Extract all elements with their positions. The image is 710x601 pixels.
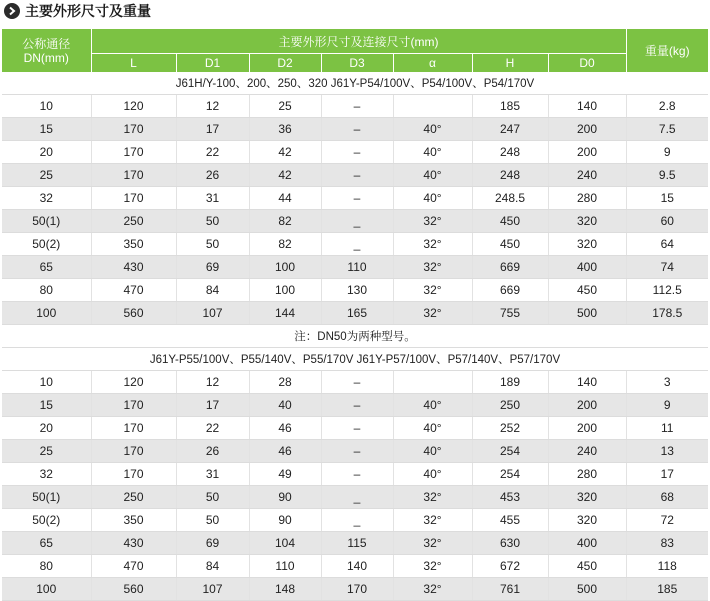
table-cell: 15 (2, 118, 91, 141)
table-cell: 320 (548, 509, 626, 532)
table-cell: 248 (472, 141, 548, 164)
table-cell: 49 (249, 463, 321, 486)
table-cell: 32° (393, 555, 472, 578)
table-cell: 72 (626, 509, 708, 532)
table-cell: 148 (249, 578, 321, 601)
table-cell: 90 (249, 486, 321, 509)
table-cell: 32° (393, 210, 472, 233)
table-cell: 200 (548, 417, 626, 440)
table-cell: 80 (2, 279, 91, 302)
table-cell: 254 (472, 463, 548, 486)
table-cell: 120 (91, 95, 176, 118)
table-cell: 25 (2, 164, 91, 187)
table-cell: – (321, 187, 393, 210)
table-row (2, 417, 708, 440)
table-cell: 12 (176, 95, 249, 118)
table-cell: 40° (393, 141, 472, 164)
table-cell: 430 (91, 532, 176, 555)
table-cell: 110 (321, 256, 393, 279)
table-cell: 240 (548, 164, 626, 187)
table-cell: 104 (249, 532, 321, 555)
table-row (2, 233, 708, 256)
table-row (2, 118, 708, 141)
table-cell: 250 (91, 210, 176, 233)
table-cell: 280 (548, 187, 626, 210)
table-note (2, 325, 708, 348)
table-row (2, 187, 708, 210)
table-cell: – (321, 118, 393, 141)
table-row (2, 141, 708, 164)
table-row (2, 509, 708, 532)
model-caption-1 (2, 72, 708, 95)
table-cell: 248.5 (472, 187, 548, 210)
table-row (2, 394, 708, 417)
col-header-alpha: α (393, 54, 472, 73)
table-cell: 200 (548, 141, 626, 164)
table-cell: 200 (548, 118, 626, 141)
table-cell: 82 (249, 233, 321, 256)
table-cell: 2.8 (626, 95, 708, 118)
table-cell: 450 (472, 210, 548, 233)
table-cell: 455 (472, 509, 548, 532)
table-cell: 80 (2, 555, 91, 578)
table-cell: – (321, 371, 393, 394)
table-row (2, 164, 708, 187)
table-cell: 250 (91, 486, 176, 509)
table-cell: 50 (176, 509, 249, 532)
table-cell: 320 (548, 233, 626, 256)
table-cell: 32° (393, 279, 472, 302)
table-cell: 250 (472, 394, 548, 417)
table-note-text: 注：DN50为两种型号。 (2, 325, 708, 348)
col-header-d3: D3 (321, 54, 393, 73)
table-cell: 240 (548, 440, 626, 463)
table-cell: 165 (321, 302, 393, 325)
chevron-right-icon (4, 3, 20, 19)
table-row (2, 555, 708, 578)
table-cell: 140 (321, 555, 393, 578)
table-cell: 32° (393, 233, 472, 256)
table-cell: 185 (472, 95, 548, 118)
table-cell: 170 (91, 118, 176, 141)
table-cell: 170 (91, 440, 176, 463)
table-cell: 107 (176, 578, 249, 601)
table-cell: _ (321, 210, 393, 233)
table-cell: _ (321, 486, 393, 509)
table-cell: 28 (249, 371, 321, 394)
table-cell: 60 (626, 210, 708, 233)
table-cell: 672 (472, 555, 548, 578)
table-row (2, 256, 708, 279)
table-cell: 50(1) (2, 486, 91, 509)
table-cell: 65 (2, 532, 91, 555)
table-cell: – (321, 463, 393, 486)
table-cell: 400 (548, 532, 626, 555)
table-row (2, 486, 708, 509)
table-cell: 669 (472, 256, 548, 279)
table-row (2, 440, 708, 463)
table-cell: 82 (249, 210, 321, 233)
table-cell: 100 (249, 279, 321, 302)
table-cell (393, 371, 472, 394)
table-cell: 247 (472, 118, 548, 141)
dimensions-group-header: 主要外形尺寸及连接尺寸(mm) (91, 29, 626, 54)
model-caption-1-text: J61H/Y-100、200、250、320 J61Y-P54/100V、P54/100V、P54/170V (2, 72, 708, 95)
table-cell: 170 (91, 187, 176, 210)
table-cell: 46 (249, 417, 321, 440)
col-header-d2: D2 (249, 54, 321, 73)
table-cell: 68 (626, 486, 708, 509)
weight-header: 重量(kg) (626, 29, 708, 72)
table-cell: 9.5 (626, 164, 708, 187)
table-cell: 450 (472, 233, 548, 256)
table-row (2, 210, 708, 233)
table-cell: – (321, 440, 393, 463)
table-cell: 400 (548, 256, 626, 279)
table-row (2, 302, 708, 325)
col-header-d1: D1 (176, 54, 249, 73)
table-cell: 69 (176, 256, 249, 279)
table-cell: 32° (393, 256, 472, 279)
table-cell: 450 (548, 555, 626, 578)
table-cell: 470 (91, 555, 176, 578)
table-cell: 13 (626, 440, 708, 463)
table-cell: 170 (91, 141, 176, 164)
table-cell: 10 (2, 371, 91, 394)
table-cell: 32° (393, 532, 472, 555)
table-cell: 22 (176, 141, 249, 164)
table-cell: 40° (393, 463, 472, 486)
table-cell: 170 (91, 417, 176, 440)
table-cell: 84 (176, 555, 249, 578)
table-cell: 140 (548, 95, 626, 118)
table-cell: 100 (2, 302, 91, 325)
table-cell: 31 (176, 187, 249, 210)
col-header-d0: D0 (548, 54, 626, 73)
table-cell: 200 (548, 394, 626, 417)
table-cell: 120 (91, 371, 176, 394)
table-cell: 40° (393, 187, 472, 210)
table-cell: 170 (91, 164, 176, 187)
table-cell: 320 (548, 210, 626, 233)
section-title-bar (0, 0, 710, 22)
table-cell: 500 (548, 302, 626, 325)
table-cell: 65 (2, 256, 91, 279)
table-cell: 50(2) (2, 509, 91, 532)
table-cell: 9 (626, 141, 708, 164)
col-header-h: H (472, 54, 548, 73)
table-cell: 320 (548, 486, 626, 509)
table-cell: 40 (249, 394, 321, 417)
table-cell: 170 (91, 463, 176, 486)
table-cell: – (321, 417, 393, 440)
table-cell: 20 (2, 141, 91, 164)
table-cell: 107 (176, 302, 249, 325)
table-cell: 31 (176, 463, 249, 486)
table-cell: 470 (91, 279, 176, 302)
table-cell: 110 (249, 555, 321, 578)
table-cell: 453 (472, 486, 548, 509)
table-row (2, 532, 708, 555)
table-cell: 10 (2, 95, 91, 118)
table-cell (393, 95, 472, 118)
table-cell: 189 (472, 371, 548, 394)
table-cell: 40° (393, 118, 472, 141)
table-cell: 140 (548, 371, 626, 394)
table-cell: 350 (91, 509, 176, 532)
table-cell: 32 (2, 463, 91, 486)
table-cell: 560 (91, 302, 176, 325)
table-cell: 69 (176, 532, 249, 555)
table-cell: 40° (393, 417, 472, 440)
table-cell: 90 (249, 509, 321, 532)
table-cell: 170 (321, 578, 393, 601)
table-cell: 50(1) (2, 210, 91, 233)
model-caption-2-text: J61Y-P55/100V、P55/140V、P55/170V J61Y-P57/100V、P57/140V、P57/170V (2, 348, 708, 371)
table-cell: 50 (176, 233, 249, 256)
table-cell: 115 (321, 532, 393, 555)
table-cell: – (321, 164, 393, 187)
dn-header-label: 公称通径 DN(mm) (22, 36, 71, 65)
table-cell: 40° (393, 164, 472, 187)
table-cell: 17 (176, 118, 249, 141)
table-cell: 40° (393, 440, 472, 463)
table-cell: 74 (626, 256, 708, 279)
table-cell: 450 (548, 279, 626, 302)
table-cell: 118 (626, 555, 708, 578)
table-cell: 15 (2, 394, 91, 417)
table-cell: 254 (472, 440, 548, 463)
table-row (2, 95, 708, 118)
table-cell: 9 (626, 394, 708, 417)
table-cell: 7.5 (626, 118, 708, 141)
table-cell: 26 (176, 164, 249, 187)
table-cell: 40° (393, 394, 472, 417)
table-cell: 248 (472, 164, 548, 187)
table-cell: 144 (249, 302, 321, 325)
table-cell: _ (321, 233, 393, 256)
col-header-l: L (91, 54, 176, 73)
table-cell: 12 (176, 371, 249, 394)
table-cell: 280 (548, 463, 626, 486)
table-cell: 46 (249, 440, 321, 463)
table-cell: 25 (2, 440, 91, 463)
table-cell: 50 (176, 210, 249, 233)
table-cell: – (321, 141, 393, 164)
dimensions-table (2, 29, 708, 601)
table-cell: 755 (472, 302, 548, 325)
table-cell: 26 (176, 440, 249, 463)
table-cell: 20 (2, 417, 91, 440)
table-cell: 112.5 (626, 279, 708, 302)
table-cell: 64 (626, 233, 708, 256)
table-cell: 44 (249, 187, 321, 210)
table-row (2, 463, 708, 486)
table-cell: 100 (249, 256, 321, 279)
page-title: 主要外形尺寸及重量 (25, 4, 151, 20)
table-row (2, 371, 708, 394)
table-cell: 170 (91, 394, 176, 417)
dn-header (2, 29, 91, 72)
table-cell: 32° (393, 486, 472, 509)
table-cell: 350 (91, 233, 176, 256)
table-cell: 32 (2, 187, 91, 210)
table-cell: 17 (176, 394, 249, 417)
table-cell: 22 (176, 417, 249, 440)
table-cell: 630 (472, 532, 548, 555)
table-cell: 761 (472, 578, 548, 601)
table-cell: – (321, 95, 393, 118)
table-row (2, 279, 708, 302)
table-cell: 3 (626, 371, 708, 394)
model-caption-2 (2, 348, 708, 371)
table-cell: 185 (626, 578, 708, 601)
table-cell: 42 (249, 141, 321, 164)
table-cell: 669 (472, 279, 548, 302)
table-cell: 17 (626, 463, 708, 486)
table-cell: 130 (321, 279, 393, 302)
table-cell: 36 (249, 118, 321, 141)
table-cell: _ (321, 509, 393, 532)
table-cell: 32° (393, 509, 472, 532)
table-cell: 84 (176, 279, 249, 302)
table-cell: – (321, 394, 393, 417)
table-cell: 42 (249, 164, 321, 187)
table-cell: 100 (2, 578, 91, 601)
table-cell: 500 (548, 578, 626, 601)
table-row (2, 578, 708, 601)
table-cell: 252 (472, 417, 548, 440)
table-cell: 178.5 (626, 302, 708, 325)
table-cell: 560 (91, 578, 176, 601)
table-cell: 430 (91, 256, 176, 279)
table-cell: 15 (626, 187, 708, 210)
table-cell: 50 (176, 486, 249, 509)
table-cell: 83 (626, 532, 708, 555)
table-cell: 50(2) (2, 233, 91, 256)
table-cell: 25 (249, 95, 321, 118)
table-cell: 32° (393, 578, 472, 601)
table-cell: 11 (626, 417, 708, 440)
table-cell: 32° (393, 302, 472, 325)
